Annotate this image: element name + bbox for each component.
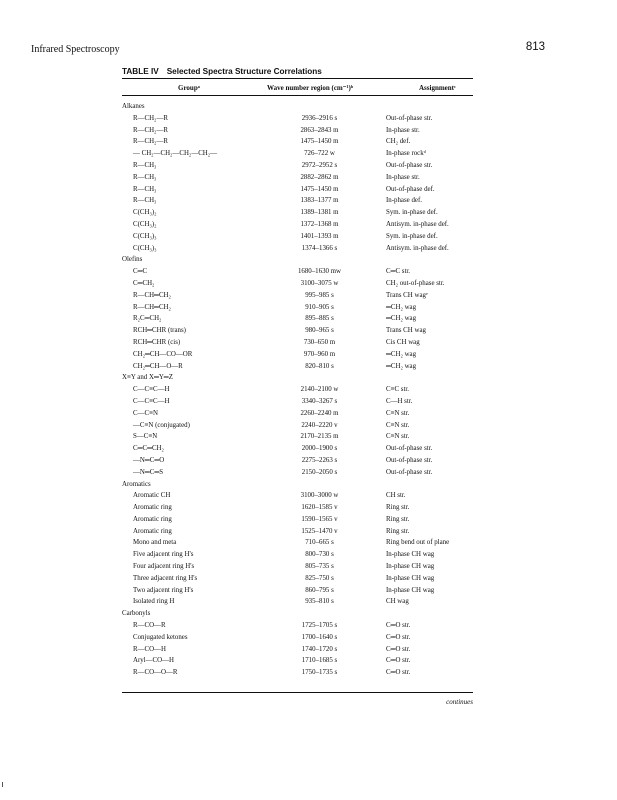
- wave-number-cell: 3340–3267 s: [301, 397, 338, 405]
- assignment-cell: ═CH₂ wag: [386, 362, 417, 370]
- assignment-cell: Trans CH wagᵉ: [386, 291, 428, 299]
- group-cell: Three adjacent ring H's: [133, 574, 198, 582]
- table-row: [122, 136, 473, 148]
- wave-number-cell: 895–885 s: [305, 315, 334, 323]
- group-cell: R—CH₃: [133, 197, 157, 205]
- table-section-heading: [122, 101, 473, 113]
- group-cell: CH₂═CH—CO—OR: [133, 350, 193, 358]
- group-cell: R—CH₃: [133, 185, 157, 193]
- wave-number-cell: 1590–1565 v: [301, 515, 338, 523]
- column-header-assignment: Assignmentᶜ: [419, 84, 456, 92]
- assignment-cell: In-phase str.: [386, 173, 420, 181]
- group-cell: C═C═CH₂: [133, 445, 164, 453]
- table-row: [122, 349, 473, 361]
- assignment-cell: C≡N str.: [386, 421, 410, 429]
- wave-number-cell: 1389–1381 m: [300, 209, 339, 217]
- continues-note: continues: [446, 698, 473, 706]
- margin-mark: [2, 782, 3, 787]
- table-bottom-rule: [122, 692, 473, 693]
- group-cell: Aromatic ring: [133, 515, 172, 523]
- assignment-cell: C═O str.: [386, 622, 411, 630]
- group-cell: C(CH₃)₃: [133, 232, 157, 240]
- table-body: [122, 101, 473, 679]
- group-cell: R—CH₃: [133, 161, 157, 169]
- group-cell: —N═C═O: [133, 456, 165, 464]
- table-row: [122, 561, 473, 573]
- table-header-rule: [122, 95, 473, 96]
- table-row: [122, 443, 473, 455]
- group-cell: R—CO—O—R: [133, 669, 178, 677]
- group-cell: Five adjacent ring H's: [133, 551, 194, 559]
- group-cell: —N═C═S: [133, 468, 164, 476]
- wave-number-cell: 730–650 m: [303, 338, 336, 346]
- wave-number-cell: 1475–1450 m: [300, 138, 339, 146]
- wave-number-cell: 1620–1585 v: [301, 504, 338, 512]
- group-cell: R—CH₂—R: [133, 138, 168, 146]
- wave-number-cell: 1374–1366 s: [301, 244, 338, 252]
- assignment-cell: Sym. in-phase def.: [386, 209, 438, 217]
- wave-number-cell: 2150–2050 s: [301, 468, 338, 476]
- assignment-cell: CH₂ out-of-phase str.: [386, 279, 445, 287]
- table-row: [122, 207, 473, 219]
- table-row: [122, 325, 473, 337]
- table-row: [122, 502, 473, 514]
- wave-number-cell: 1401–1393 m: [300, 232, 339, 240]
- wave-number-cell: 2140–2100 w: [300, 386, 339, 394]
- assignment-cell: In-phase rockᵈ: [386, 150, 426, 158]
- table-row: [122, 596, 473, 608]
- wave-number-cell: 1680–1630 mw: [297, 268, 342, 276]
- table-section-heading: [122, 254, 473, 266]
- group-cell: C—C≡C—H: [133, 397, 170, 405]
- wave-number-cell: 710–665 s: [305, 539, 334, 547]
- wave-number-cell: 825–750 s: [305, 574, 334, 582]
- table-row: [122, 573, 473, 585]
- group-cell: R₂C═CH₂: [133, 315, 162, 323]
- group-cell: R—CH₂—R: [133, 126, 168, 134]
- wave-number-cell: 2170–2135 m: [300, 433, 339, 441]
- wave-number-cell: 860–795 s: [305, 586, 334, 594]
- assignment-cell: C≡N str.: [386, 409, 410, 417]
- page-number: 813: [525, 41, 545, 53]
- wave-number-cell: 2240–2220 v: [301, 421, 338, 429]
- wave-number-cell: 910–905 s: [305, 303, 334, 311]
- group-cell: Aryl—CO—H: [133, 657, 174, 665]
- table-section-heading: [122, 608, 473, 620]
- table-section-heading: [122, 479, 473, 491]
- group-cell: CH₂═CH—O—R: [133, 362, 183, 370]
- assignment-cell: Out-of-phase def.: [386, 185, 435, 193]
- wave-number-cell: 1372–1368 m: [300, 220, 339, 228]
- section-label: Aromatics: [122, 480, 151, 488]
- table-row: [122, 655, 473, 667]
- table-row: [122, 620, 473, 632]
- assignment-cell: Out-of-phase str.: [386, 114, 433, 122]
- group-cell: Aromatic ring: [133, 527, 172, 535]
- wave-number-cell: 995–985 s: [305, 291, 334, 299]
- table-row: [122, 490, 473, 502]
- wave-number-cell: 935–810 s: [305, 598, 334, 606]
- group-cell: R—CH₂—R: [133, 114, 168, 122]
- assignment-cell: C═O str.: [386, 669, 411, 677]
- section-label: Olefins: [122, 256, 143, 264]
- table-caption: [122, 67, 322, 76]
- section-label: Carbonyls: [122, 610, 151, 618]
- assignment-cell: ═CH₂ wag: [386, 315, 417, 323]
- column-header-group: Groupᵃ: [178, 84, 200, 92]
- wave-number-cell: 2936–2916 s: [301, 114, 338, 122]
- assignment-cell: ═CH₂ wag: [386, 350, 417, 358]
- table-section-heading: [122, 372, 473, 384]
- table-row: [122, 549, 473, 561]
- table-row: [122, 278, 473, 290]
- wave-number-cell: 3100–3075 w: [300, 279, 339, 287]
- group-cell: R—CH₃: [133, 173, 157, 181]
- wave-number-cell: 1725–1705 s: [301, 622, 338, 630]
- assignment-cell: Out-of-phase str.: [386, 161, 433, 169]
- group-cell: S—C≡N: [133, 433, 158, 441]
- group-cell: R—CO—R: [133, 622, 166, 630]
- table-caption-label: TABLE IV: [122, 67, 159, 76]
- group-cell: Four adjacent ring H's: [133, 563, 195, 571]
- assignment-cell: Antisym. in-phase def.: [386, 244, 449, 252]
- group-cell: —C≡N (conjugated): [133, 421, 190, 429]
- group-cell: C—C≡N: [133, 409, 158, 417]
- assignment-cell: C═O str.: [386, 657, 411, 665]
- group-cell: C(CH₃)₂: [133, 220, 157, 228]
- table-row: [122, 219, 473, 231]
- group-cell: R—CO—H: [133, 645, 166, 653]
- group-cell: RCH═CHR (trans): [133, 327, 186, 335]
- table-row: [122, 266, 473, 278]
- assignment-cell: Ring str.: [386, 504, 410, 512]
- wave-number-cell: 2000–1900 s: [301, 445, 338, 453]
- wave-number-cell: 2882–2862 m: [300, 173, 339, 181]
- group-cell: R—CH═CH₂: [133, 303, 171, 311]
- table-row: [122, 384, 473, 396]
- table-row: [122, 113, 473, 125]
- table-row: [122, 290, 473, 302]
- assignment-cell: C≡N str.: [386, 433, 410, 441]
- wave-number-cell: 970–960 m: [303, 350, 336, 358]
- group-cell: Conjugated ketones: [133, 633, 188, 641]
- table-row: [122, 184, 473, 196]
- assignment-cell: In-phase def.: [386, 197, 422, 205]
- table-row: [122, 644, 473, 656]
- group-cell: Two adjacent ring H's: [133, 586, 194, 594]
- assignment-cell: Ring bend out of plane: [386, 539, 450, 547]
- assignment-cell: ═CH₂ wag: [386, 303, 417, 311]
- group-cell: Mono and meta: [133, 539, 177, 547]
- table-row: [122, 420, 473, 432]
- assignment-cell: In-phase str.: [386, 126, 420, 134]
- table-row: [122, 160, 473, 172]
- group-cell: RCH═CHR (cis): [133, 338, 181, 346]
- group-cell: C(CH₃)₂: [133, 209, 157, 217]
- wave-number-cell: 1710–1685 s: [301, 657, 338, 665]
- group-cell: Aromatic ring: [133, 504, 172, 512]
- assignment-cell: CH₂ def.: [386, 138, 411, 146]
- table-row: [122, 455, 473, 467]
- assignment-cell: CH str.: [386, 492, 406, 500]
- wave-number-cell: 1750–1735 s: [301, 669, 338, 677]
- assignment-cell: In-phase CH wag: [386, 563, 435, 571]
- table-row: [122, 537, 473, 549]
- assignment-cell: Trans CH wag: [386, 327, 426, 335]
- table-row: [122, 361, 473, 373]
- group-cell: — CH₂—CH₂—CH₂—CH₂—: [133, 150, 218, 158]
- column-header-wave-number: Wave number region (cm⁻¹)ᵇ: [267, 84, 354, 92]
- table-row: [122, 467, 473, 479]
- table-row: [122, 667, 473, 679]
- table-row: [122, 585, 473, 597]
- assignment-cell: Cis CH wag: [386, 338, 420, 346]
- table-row: [122, 148, 473, 160]
- table-row: [122, 396, 473, 408]
- assignment-cell: Out-of-phase str.: [386, 468, 433, 476]
- table-row: [122, 431, 473, 443]
- table-row: [122, 231, 473, 243]
- table-row: [122, 243, 473, 255]
- wave-number-cell: 726–722 w: [304, 150, 335, 158]
- running-head: Infrared Spectroscopy: [31, 44, 120, 55]
- wave-number-cell: 1740–1720 s: [301, 645, 338, 653]
- assignment-cell: C≡C str.: [386, 386, 410, 394]
- assignment-cell: C—H str.: [386, 397, 413, 405]
- assignment-cell: In-phase CH wag: [386, 551, 435, 559]
- wave-number-cell: 1525–1470 v: [301, 527, 338, 535]
- wave-number-cell: 820–810 s: [305, 362, 334, 370]
- assignment-cell: In-phase CH wag: [386, 574, 435, 582]
- wave-number-cell: 800–730 s: [305, 551, 334, 559]
- assignment-cell: C═O str.: [386, 645, 411, 653]
- table-row: [122, 302, 473, 314]
- table-row: [122, 195, 473, 207]
- wave-number-cell: 805–735 s: [305, 563, 334, 571]
- group-cell: C(CH₃)₃: [133, 244, 157, 252]
- assignment-cell: Antisym. in-phase def.: [386, 220, 449, 228]
- table-caption-title: Selected Spectra Structure Correlations: [166, 67, 322, 76]
- wave-number-cell: 980–965 s: [305, 327, 334, 335]
- assignment-cell: CH wag: [386, 598, 409, 606]
- table-row: [122, 514, 473, 526]
- group-cell: Isolated ring H: [133, 598, 175, 606]
- wave-number-cell: 2260–2240 m: [300, 409, 339, 417]
- group-cell: C—C≡C—H: [133, 386, 170, 394]
- table-row: [122, 632, 473, 644]
- wave-number-cell: 1700–1640 s: [301, 633, 338, 641]
- table-top-rule: [122, 78, 473, 79]
- assignment-cell: Out-of-phase str.: [386, 445, 433, 453]
- table-row: [122, 526, 473, 538]
- table-row: [122, 313, 473, 325]
- group-cell: Aromatic CH: [133, 492, 171, 500]
- assignment-cell: Ring str.: [386, 515, 410, 523]
- section-label: X≡Y and X═Y═Z: [122, 374, 173, 382]
- assignment-cell: C═O str.: [386, 633, 411, 641]
- assignment-cell: Ring str.: [386, 527, 410, 535]
- group-cell: C═C: [133, 268, 148, 276]
- table-row: [122, 172, 473, 184]
- group-cell: C═CH₂: [133, 279, 155, 287]
- table-row: [122, 408, 473, 420]
- wave-number-cell: 2275–2263 s: [301, 456, 338, 464]
- table-row: [122, 125, 473, 137]
- section-label: Alkanes: [122, 103, 145, 110]
- wave-number-cell: 1383–1377 m: [300, 197, 339, 205]
- wave-number-cell: 2863–2843 m: [300, 126, 339, 134]
- table-row: [122, 337, 473, 349]
- assignment-cell: Out-of-phase str.: [386, 456, 433, 464]
- assignment-cell: Sym. in-phase def.: [386, 232, 438, 240]
- wave-number-cell: 1475–1450 m: [300, 185, 339, 193]
- assignment-cell: In-phase CH wag: [386, 586, 435, 594]
- group-cell: R—CH═CH₂: [133, 291, 171, 299]
- wave-number-cell: 2972–2952 s: [301, 161, 338, 169]
- wave-number-cell: 3100–3000 w: [300, 492, 339, 500]
- assignment-cell: C═C str.: [386, 268, 411, 276]
